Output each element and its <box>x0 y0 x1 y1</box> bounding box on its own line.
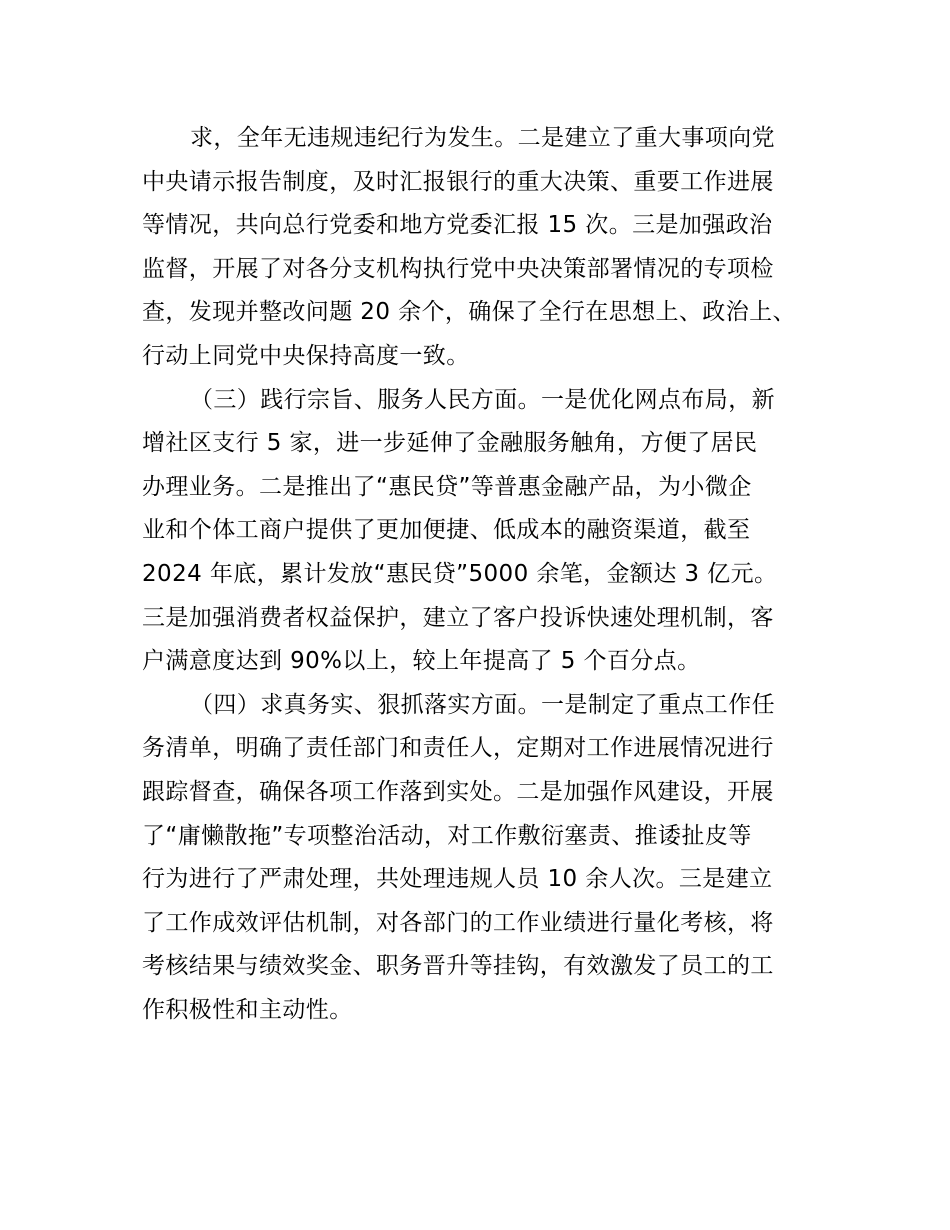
paragraph-line: 了“庸懒散拖”专项整治活动，对工作敷衍塞责、推诿扯皮等 <box>142 822 752 849</box>
paragraph-line: 办理业务。二是推出了“惠民贷”等普惠金融产品，为小微企 <box>142 473 752 500</box>
paragraph-section-4 <box>142 684 832 1033</box>
paragraph-line: 三是加强消费者权益保护，建立了客户投诉快速处理机制，客 <box>142 604 774 631</box>
paragraph-line: （三）践行宗旨、服务人民方面。一是优化网点布局，新 <box>190 386 775 413</box>
paragraph-line: 增社区支行 5 家，进一步延伸了金融服务触角，方便了居民 <box>142 430 758 457</box>
paragraph-line: 考核结果与绩效奖金、职务晋升等挂钩，有效激发了员工的工 <box>142 953 774 980</box>
paragraph-line: 等情况，共向总行党委和地方党委汇报 15 次。三是加强政治 <box>142 212 773 239</box>
paragraph-line: 查，发现并整改问题 20 余个，确保了全行在思想上、政治上、 <box>142 299 796 326</box>
paragraph-line: 跟踪督查，确保各项工作落到实处。二是加强作风建设，开展 <box>142 778 774 805</box>
paragraph-line: 行动上同党中央保持高度一致。 <box>142 342 470 369</box>
paragraph-line: 监督，开展了对各分支机构执行党中央决策部署情况的专项检 <box>142 255 774 282</box>
paragraph-line: 业和个体工商户提供了更加便捷、低成本的融资渠道，截至 <box>142 517 751 544</box>
paragraph-section-3 <box>142 379 832 684</box>
paragraph-line: 了工作成效评估机制，对各部门的工作业绩进行量化考核，将 <box>142 909 774 936</box>
document-body <box>142 117 832 1032</box>
paragraph-line: 户满意度达到 90%以上，较上年提高了 5 个百分点。 <box>142 648 701 675</box>
paragraph-continuation <box>142 117 832 379</box>
paragraph-line: 中央请示报告制度，及时汇报银行的重大决策、重要工作进展 <box>142 168 774 195</box>
paragraph-line: 作积极性和主动性。 <box>142 996 353 1023</box>
paragraph-line: 务清单，明确了责任部门和责任人，定期对工作进展情况进行 <box>142 735 774 762</box>
paragraph-line: 2024 年底，累计发放“惠民贷”5000 余笔，金额达 3 亿元。 <box>142 560 778 587</box>
paragraph-line: 行为进行了严肃处理，共处理违规人员 10 余人次。三是建立 <box>142 866 773 893</box>
paragraph-line: 求，全年无违规违纪行为发生。二是建立了重大事项向党 <box>190 125 775 151</box>
paragraph-line: （四）求真务实、狠抓落实方面。一是制定了重点工作任 <box>190 691 775 718</box>
